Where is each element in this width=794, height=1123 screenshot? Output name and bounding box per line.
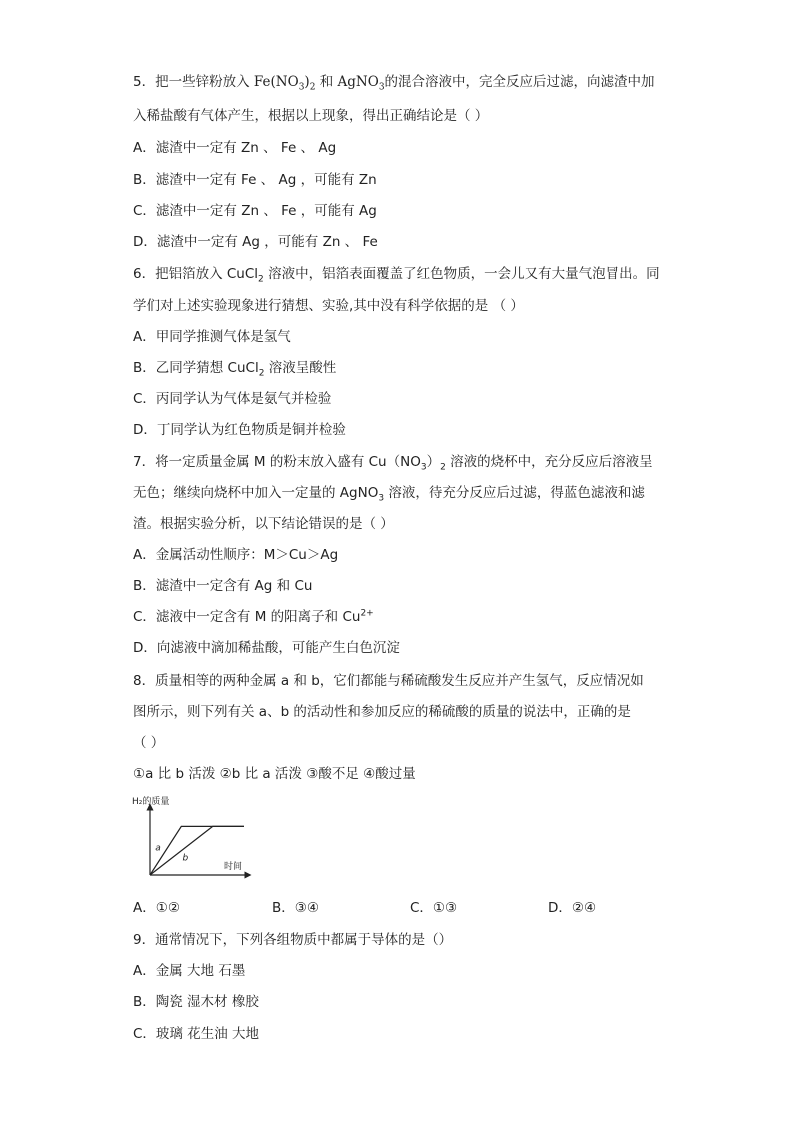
q7-stem-line1: 7．将一定质量金属 M 的粉末放入盛有 $Cu(NO_3)_2$ 溶液的烧杯中，充分反应后溶液呈 <box>133 454 653 473</box>
q5-text: 5．把一些锌粉放入 <box>133 74 250 90</box>
q7-option-c: C．滤液中一定含有 M 的阳离子和 $Cu^{2+}$ <box>133 608 374 625</box>
q5-text-and: 和 <box>319 74 334 90</box>
q5-stem-line1 <box>133 72 655 92</box>
q5-option-b: B．滤渣中一定有 Fe 、 Ag ，可能有 Zn <box>133 172 377 188</box>
q8-option-d: D．②④ <box>548 900 597 916</box>
q6-stem-line1: 6．把铝箔放入 CuCl$_2$ 溶液中，铝箔表面覆盖了红色物质，一会儿又有大量气泡冒出。同 <box>133 266 660 285</box>
q5-option-a: A．滤渣中一定有 Zn 、 Fe 、 Ag <box>133 140 337 156</box>
h2-mass-time-chart <box>132 793 252 883</box>
q9-stem-line1: 9．通常情况下，下列各组物质中都属于导体的是（） <box>133 932 453 948</box>
q9-option-c: C．玻璃 花生油 大地 <box>133 1026 260 1042</box>
q8-stem-line1: 8．质量相等的两种金属 a 和 b，它们都能与稀硫酸发生反应并产生氢气，反应情况如 <box>133 673 644 689</box>
q6-option-b: B．乙同学猜想 CuCl$_2$ 溶液呈酸性 <box>133 360 337 379</box>
q5-formula-agno3: AgNO$_3$ <box>337 74 385 93</box>
q8-option-c: C．①③ <box>410 900 458 916</box>
series-b-label: b <box>182 853 189 864</box>
series-a-label: a <box>155 843 161 854</box>
q5-option-d: D．滤渣中一定有 Ag ，可能有 Zn 、 Fe <box>133 234 378 250</box>
q7-option-a: A．金属活动性顺序：M＞Cu＞Ag <box>133 547 339 563</box>
q8-option-a: A．①② <box>133 900 180 916</box>
q5-text-post: 的混合溶液中，完全反应后过滤，向滤渣中加 <box>384 74 655 90</box>
q5-option-c: C．滤渣中一定有 Zn 、 Fe ，可能有 Ag <box>133 203 377 219</box>
q7-stem-line2: 无色；继续向烧杯中加入一定量的 AgNO$_3$ 溶液，待充分反应后过滤，得蓝色滤液和滤 <box>133 485 645 504</box>
y-axis-label: H₂的质量 <box>132 797 170 807</box>
q8-option-b: B．③④ <box>272 900 319 916</box>
q7-option-b: B．滤渣中一定含有 Ag 和 Cu <box>133 578 313 594</box>
x-axis-label: 时间 <box>224 862 243 872</box>
q9-option-b: B．陶瓷 湿木材 橡胶 <box>133 994 259 1010</box>
q5-stem-line2: 入稀盐酸有气体产生，根据以上现象，得出正确结论是（ ） <box>133 108 489 124</box>
q8-stem-line3: （ ） <box>133 735 165 751</box>
q6-stem-line2: 学们对上述实验现象进行猜想、实验,其中没有科学依据的是 （ ） <box>133 298 524 314</box>
q5-formula-fe-no3-2: $Fe(NO_3)_2$ <box>253 74 316 93</box>
q6-option-a: A．甲同学推测气体是氢气 <box>133 329 291 345</box>
q6-option-c: C．丙同学认为气体是氨气并检验 <box>133 391 332 407</box>
q8-stem-line2: 图所示，则下列有关 a、b 的活动性和参加反应的稀硫酸的质量的说法中，正确的是 <box>133 704 631 720</box>
q9-option-a: A．金属 大地 石墨 <box>133 963 246 979</box>
q6-option-d: D．丁同学认为红色物质是铜并检验 <box>133 422 346 438</box>
q7-stem-line3: 渣。根据实验分析，以下结论错误的是（ ） <box>133 516 394 532</box>
q8-statements: ①a 比 b 活泼 ②b 比 a 活泼 ③酸不足 ④酸过量 <box>133 766 416 782</box>
q7-option-d: D．向滤液中滴加稀盐酸，可能产生白色沉淀 <box>133 640 400 656</box>
